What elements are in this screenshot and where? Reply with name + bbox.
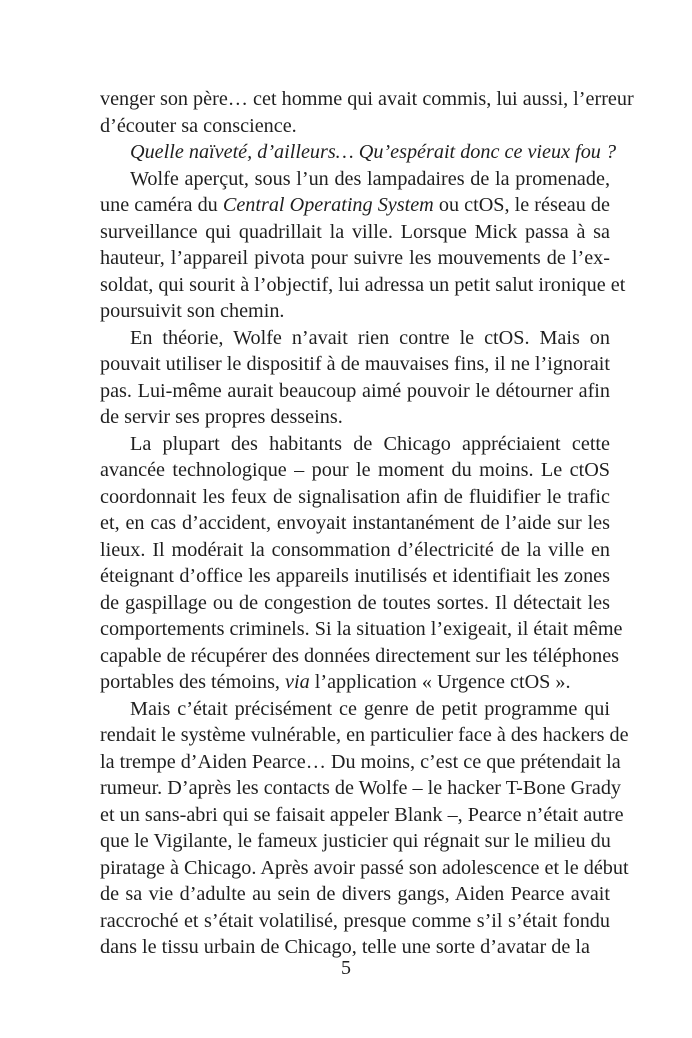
text-line: rendait le système vulnérable, en particulier face à des hackers de [100, 724, 629, 746]
text-line: dans le tissu urbain de Chicago, telle une sorte d’avatar de la [100, 936, 590, 958]
text-line: de sa vie d’adulte au sein de divers gangs, Aiden Pearce avait [100, 883, 610, 905]
text-line: comportements criminels. Si la situation l’exigeait, il était même [100, 618, 623, 640]
text-line: la trempe d’Aiden Pearce… Du moins, c’est ce que prétendait la [100, 750, 621, 773]
paragraph [100, 696, 629, 961]
text-line: portables des témoins, via l’application « Urgence ctOS ». [100, 671, 571, 693]
text-line: d’écouter sa conscience. [100, 114, 297, 137]
text-line: venger son père… cet homme qui avait commis, lui aussi, l’erreur [100, 88, 634, 110]
text-line: que le Vigilante, le fameux justicier qui régnait sur le milieu du [100, 830, 611, 852]
text-line: de servir ses propres desseins. [100, 406, 343, 428]
body-text [100, 86, 634, 961]
text-line: surveillance qui quadrillait la ville. Lorsque Mick passa à sa [100, 220, 610, 243]
text-line: de gaspillage ou de congestion de toutes sortes. Il détectait les [100, 591, 610, 614]
text-line: La plupart des habitants de Chicago appréciaient cette [130, 432, 610, 455]
text-line: coordonnait les feux de signalisation afin de fluidifier le trafic [100, 485, 610, 508]
text-line: Mais c’était précisément ce genre de petit programme qui [130, 697, 610, 720]
text-line: pouvait utiliser le dispositif à de mauvaises fins, il ne l’ignorait [100, 353, 610, 375]
text-line: Wolfe aperçut, sous l’un des lampadaires de la promenade, [130, 167, 610, 190]
text-line: Quelle naïveté, d’ailleurs… Qu’espérait donc ce vieux fou ? [130, 141, 617, 163]
text-line: capable de récupérer des données directement sur les téléphones [100, 644, 620, 667]
text-line: rumeur. D’après les contacts de Wolfe – le hacker T-Bone Grady [100, 777, 622, 799]
text-line: poursuivit son chemin. [100, 300, 285, 322]
text-line: et, en cas d’accident, envoyait instantanément de l’aide sur les [100, 512, 610, 534]
text-line: piratage à Chicago. Après avoir passé son adolescence et le début [100, 856, 629, 879]
text-line: avancée technologique – pour le moment du moins. Le ctOS [100, 459, 610, 481]
italic-term: Central Operating System [222, 194, 434, 216]
text-line: soldat, qui sourit à l’objectif, lui adressa un petit salut ironique et [100, 273, 626, 296]
text-line: éteignant d’office les appareils inutilisés et identifiait les zones [100, 565, 610, 587]
text-line: En théorie, Wolfe n’avait rien contre le ctOS. Mais on [130, 326, 610, 349]
text-line: et un sans-abri qui se faisait appeler Blank –, Pearce n’était autre [100, 803, 624, 826]
paragraph [100, 86, 634, 139]
text-line: raccroché et s’était volatilisé, presque comme s’il s’était fondu [100, 909, 610, 932]
text-line: hauteur, l’appareil pivota pour suivre les mouvements de l’ex- [100, 247, 610, 269]
text-line: pas. Lui-même aurait beaucoup aimé pouvoir le détourner afin [100, 379, 610, 402]
text-line: lieux. Il modérait la consommation d’électricité de la ville en [100, 538, 610, 561]
text-line: une caméra du Central Operating System ou ctOS, le réseau de [100, 194, 610, 216]
paragraph [100, 139, 617, 166]
page-number: 5 [341, 957, 351, 979]
paragraph [100, 325, 610, 431]
paragraph [100, 431, 623, 696]
paragraph [100, 166, 626, 325]
italic-term: via [285, 671, 310, 693]
